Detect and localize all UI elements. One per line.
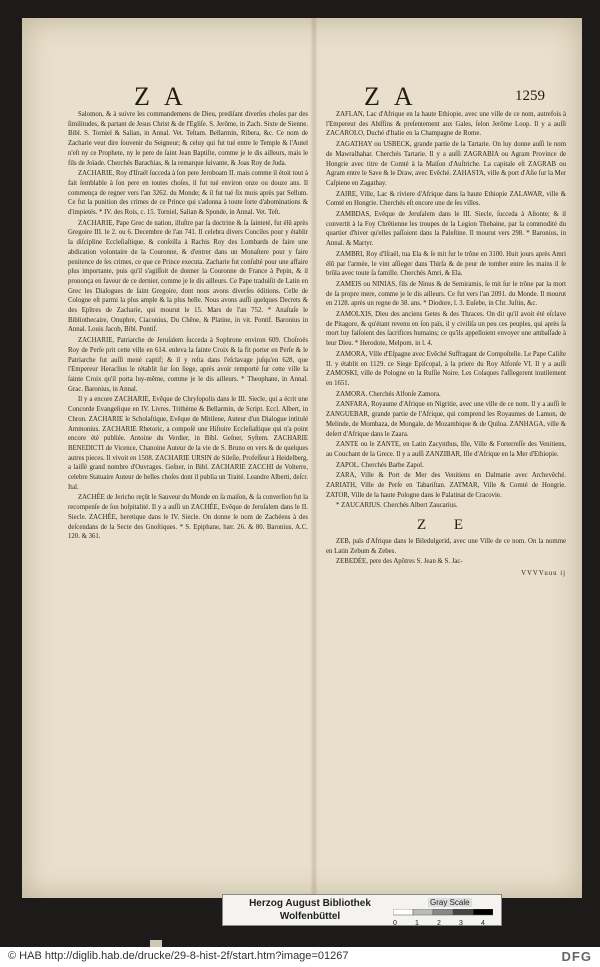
entry-paragraph: ZACHARIE, Roy d'Iſraël ſucceda à ſon pere Jeroboam II. mais comme il étoit tout à fait ſemblable à ſon pere en toutes choſes, il fut tué environ onze ou douze ans. Il commença de regner vers l'an 3262. du Monde; & il fut tué ſix mois après par Sellum. Ce fut la punition des crimes de ce Prince qui s'adonna à toute ſorte d'abominations & d'impietés. * IV. des Rois, c. 15. Torniel, Salian & Sponde, in Annal. Vet. Teſt. — [68, 170, 308, 217]
right-column — [326, 110, 566, 579]
copyright-link[interactable]: © HAB http://diglib.hab.de/drucke/29-8-hist-2f/start.htm?image=01267 — [8, 950, 349, 962]
entry-paragraph: * ZAUCARIUS. Cherchés Albert Zaucarius. — [336, 502, 458, 510]
entry-paragraph: ZAPOL. Cherchés Barbe Zapol. — [336, 461, 424, 469]
running-head-left: ZA — [134, 82, 197, 111]
entry-paragraph: ZEBEDÉE, pere des Apôtres S. Jean & S. Jac- — [336, 558, 463, 566]
page-number: 1259 — [515, 88, 545, 104]
entry-paragraph: ZEB, païs d'Afrique dans le Biledulgerid, avec une Ville de ce nom. On la nomme en Latin Zebum & Zebes. — [326, 537, 566, 555]
entry-paragraph: ZAMORA, Ville d'Eſpagne avec Evêché Suffragant de Compoſtelle. Le Pape Caliſte II. y établit en 1129. ce Siege Epiſcopal, à la priere du Roy Alfonſe VI. Il y a auſſi ZAMOSKI, ville de Pologne en la Ruſſie Noire. Les Coſaques l'aſſiegerent inutilement en 1651. — [326, 350, 566, 387]
scale-tick: 1 — [415, 920, 419, 927]
viewer-footer — [0, 947, 600, 967]
library-colour-target — [222, 894, 502, 926]
library-name: Herzog August Bibliothek — [249, 898, 371, 909]
entry-paragraph: ZAFLAN, Lac d'Afrique en la haute Ethiopie, avec une ville de ce nom, autrefois à l'Empereur des Abiſſins & preſentement aux Gales, ſelon Jerôme Loop. Il y a auſſi ZACAROLO, Duché d'Italie en la Champagne de Rome. — [326, 111, 566, 138]
scale-tick-row — [393, 916, 493, 927]
entry-paragraph: Salomon, & à suivre les commandemens de Dieu, prediſant diverſes choſes par des ſimilitudes, & partant de Jesus Christ & de l'Egliſe. S. Jerôme, in Zach. Sixte de Sienne. Bibl. S. Torniel & Salian, in Annal. Vet. Teſtam. Bellarmin, Ribera, &c. Ce nom de Zacharie veut dire ſouvenir du Seigneur; & celuy qui fut tué entre le Temple & l'Autel n'eſt ny ce Prophete, ny le pere de ſaint Jean Baptiſte, comme je le dis ailleurs, mais le fils de Joïade. Cherchés Barachias, & la remarque ſuivante, & Joas Roy de Juda. — [68, 111, 308, 167]
entry-paragraph: ZAMBRI, Roy d'Iſraël, tua Ela & ſe mit ſur le trône en 3100. Huit jours après Amri élû par l'armée, le vint aſſieger dans Thirſa & de peur de tomber entre ſes mains il ſe brûla avec toute ſa famille. Cherchés Amri, & Ela. — [326, 250, 566, 278]
signature-mark: VVVVuuu ij — [521, 569, 566, 577]
scale-tick: 2 — [437, 920, 441, 927]
scale-tick: 4 — [481, 920, 485, 927]
entry-paragraph: Il y a encore ZACHARIE, Evêque de Chryſopolis dans le III. Siecle, qui a écrit une Concorde Evangelique en IV. Livres. Trithème & Bellarmin, de Script. Eccl. Albert, in Chron. ZACHARIE le Scholaſtique, Evêque de Mitilene, Auteur d'un Dialogue intitulé Ammonius. ZACHARIE Rhetoric, a compoſé une Hiſtoire Eccleſiaſtique qui n'a point encore été publiée. Antoine du Verdier, in Bibl. Geſner, Syſtem. ZACHARIE BENEDICTI de Vicence, Chanoine Auteur de la vie de S. Bruno en vers & de quelques autres pieces. Il vivoit en 1508. ZACHARIE URSIN de Sileſie, Profeſſeur à Heidelberg, a laiſſé grand nombre d'Ouvrages. Geſner, in Bibl. ZACHARIE ZACCHI de Volterre, celebre Statuaire Auteur de belles choſes dont il publia un Traité. Leandre Alberti, deſcr. Ital. — [68, 396, 308, 491]
entry-paragraph: ZAMBDAS, Evêque de Jeruſalem dans le III. Siecle, ſucceda à Aſtonte; & il convertit à la Foy Chrêtienne les troupes de la Legion Thebaine, par la commodité du quartier d'hiver qu'elles paſſoient dans la Paleſtine. Il mourut vers 298. * Baronius, in Annal. & Martyr. — [326, 211, 566, 248]
library-city: Wolfenbüttel — [279, 911, 341, 922]
entry-paragraph: ZAMORA. Cherchés Alfonſe Zamora. — [336, 390, 441, 398]
left-column — [68, 110, 308, 543]
entry-paragraph: ZACHÉE de Jericho reçût le Sauveur du Monde en ſa maiſon, & ſa converſion fut la recompenſe de ſon hoſpitalité. Il y a auſſi un ZACHÉE, Evêque de Jeruſalem dans le II. Siecle. ZACHÉE, heretique dans le IV. Siecle. On donne le nom de Zachéens à des deſcendans de la Secte des Gnoſtiques. * S. Epiphane, hær. 26. & 80. Baronius, A.C. 120. & 361. — [68, 494, 308, 541]
dfg-logo: DFG — [561, 949, 592, 964]
scanned-page — [22, 18, 582, 898]
scale-tick: 3 — [459, 920, 463, 927]
entry-paragraph: ZANTE ou le ZANTE, en Latin Zacynthus, Iſle, Ville & Forterreſſe des Venitiens, au Couchant de la Grece. Il y a auſſi ZANZIBAR, Iſle d'Afrique en la Mer d'Ethiopie. — [326, 441, 566, 458]
entry-paragraph: ZANFARA, Royaume d'Afrique en Nigritie, avec une ville de ce nom. Il y a auſſi le ZANGUEBAR, grande partie de l'Afrique, qui comprend les Royaumes de Lamon, de Melinde, de Mombaza, de Mongale, de Mozambique & de Quiloa. ZANHAGA, ville & deſert d'Afrique dans le Zaara. — [326, 401, 566, 438]
running-head-right: ZA — [364, 82, 427, 111]
page-gutter-shadow — [310, 18, 318, 898]
section-heading: Z E — [416, 517, 476, 534]
gray-scale-label: Gray Scale — [430, 898, 470, 907]
entry-paragraph: ZAIRE, Ville, Lac & riviere d'Afrique dans la haute Ethiopie ZALAWAR, ville & Comté en Hongrie. Cherchés eſt encore une de ſes villes. — [326, 190, 566, 208]
entry-paragraph: ZAMEIS ou NINIAS, fils de Ninus & de Semiramis, ſe mit ſur le trône par la mort de ſa propre mere, comme je le dis ailleurs. Ce fut vers l'an 2091. du Monde. Il mourut en 2128. après un regne de 38. ans. * Diodore, l. 3. Euſebe, in Chr. Juſtin, &c. — [326, 280, 566, 308]
entry-paragraph: ZACHARIE, Pape Grec de nation, illuſtre par ſa doctrine & ſa ſainteté, fut élû après Gregoire III. le 2. ou 6. Decembre de l'an 741. Il celebra divers Conciles pour y établir la diſcipline Eccleſiaſtique, & conſeilla à Rachis Roy des Lombards de faire une abdication volontaire de la Couronne, & d'entrer dans un Monaſtere pour y faire penitence de ſes crimes, ce que ce Prince executa. Zacharie fut conſulté pour une affaire plus importante, puis qu'il s'agiſſoit de donner la Couronne de France à Pepin, & il prononça en faveur de ce dernier, comme je le dis ailleurs. Ce Pape traduiſit de Latin en Grec les Dialogues de ſaint Gregoire, dont nous avons diverſes éditions. Celle de Cologne eſt parmi la plus ample & la plus belle. Nous avons auſſi quelques Decrets & des Epîtres de Zacharie, qui mourut le 15. Mars de l'an 752. * Anaſtaſe le Bibliothecaire, Onuphre, Ciaconius, Du Chêne, & Platine, in vit. Pontif. Baronius in Annal. Louis Jacob, Bibl. Pontif. — [68, 219, 308, 334]
entry-paragraph: ZAGATHAY ou USBECK, grande partie de la Tartarie. On luy donne auſſi le nom de Mawralhahar. Cherchés Tartarie. Il y a auſſi ZAGRABIA ou Agram Province de Hongrie avec titre de Comté à la Maiſon d'Auſtriche. La capitale eſt ZAGRAB ou Agram entre le Save & le Draw, avec Evêché. ZAHASTA, ville & port d'Aſie ſur la Mer Caſpiene en Zagathay. — [326, 141, 566, 187]
entry-paragraph: ZARA, Ville & Port de Mer des Venitiens en Dalmatie avec Archevêché. ZARIATH, Ville de Perſe en Tabariſtan. ZATMAR, Ville & Comté de Hongrie. ZATOR, Ville de la haute Pologne dans le Palatinat de Cracovie. — [326, 472, 566, 499]
entry-paragraph: ZACHARIE, Patriarche de Jeruſalem ſucceda à Sophrone environ 609. Choſroës Roy de Perſe prit cette ville en 614. enleva la ſainte Croix & la fit porter en Perſe & le Patriarche fut auſſi mené captif; & il y reſta dans l'eſclavage juſqu'en 628, que l'Empereur Heraclius le rétablit ſur ſon ſiege, après avoir remporté ſur cette ville la ſainte Croix qu'il porta luy-même, comme je le dis ailleurs. * Theophane, in Annal. Grac. Baronius, in Annal. — [68, 337, 308, 393]
scale-tick: 0 — [393, 920, 397, 927]
entry-paragraph: ZAMOLXIS, Dieu des anciens Getes & des Thraces. On dit qu'il avoit été eſclave de Pitagore, & qu'étant revenu en ſon païs, il y civiliſa un peu ces peuples, qui après ſa mort luy faiſoient des ſacrifices humains; ce qu'ils appelloient envoyer une ambaſſade à leur Dieu. * Herodote, Melpom. in l. 4. — [326, 311, 566, 348]
